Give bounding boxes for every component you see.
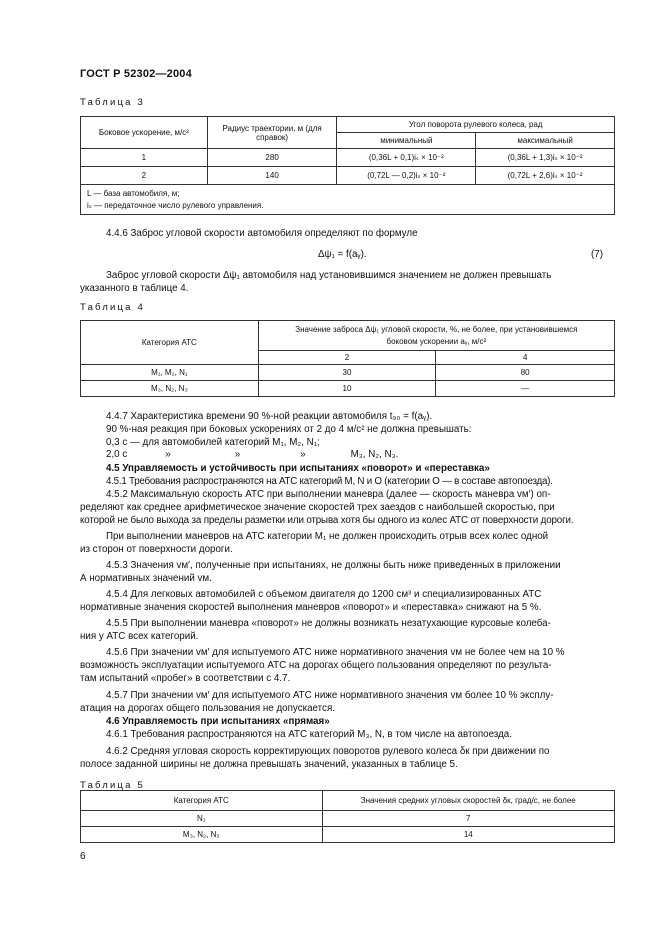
formula-7: Δψ₁ = f(aᵧ). <box>318 249 367 260</box>
paragraph-text: нормативные значения скоростей выполнения маневров «поворот» и «переставка» снижают на 5 %. <box>80 602 542 613</box>
table3-note-line: L — база автомобиля, м; <box>87 188 180 198</box>
list-line <box>106 449 398 460</box>
paragraph-4-5-6: 4.5.6 При значении vм′ для испытуемого АТС ниже нормативного значения vм не более чем на 10 % <box>106 647 565 658</box>
paragraph-text: При выполнении маневров на АТС категории M₁ не должен происходить отрыв всех колес одной <box>106 531 549 542</box>
table4-caption: Таблица 4 <box>80 302 145 313</box>
paragraph-text: Заброс угловой скорости Δψ₁ автомобиля над установившимся значением не должен превышать <box>106 270 552 281</box>
section-heading-4-5: 4.5 Управляемость и устойчивость при испытаниях «поворот» и «переставка» <box>106 463 490 474</box>
table5-cell: 7 <box>322 811 614 827</box>
page-number: 6 <box>80 851 86 862</box>
table-row <box>81 827 615 843</box>
table3-caption: Таблица 3 <box>80 97 145 108</box>
table5-header-category: Категория АТС <box>81 791 323 811</box>
table3-header-angle: Угол поворота рулевого колеса, рад <box>337 117 615 133</box>
paragraph-4-5-5: 4.5.5 При выполнении маневра «поворот» не должны возникать незатухающие курсовые колеба- <box>106 618 551 629</box>
table4-cell: M₁, M₂, N₁ <box>81 365 259 381</box>
table5-cell: M₃, N₂, N₃ <box>81 827 323 843</box>
paragraph-text: возможность эксплуатации испытуемого АТС на дорогах общего пользования определяют по результа- <box>80 660 552 671</box>
table3-cell: (0,36L + 1,3)iₛ × 10⁻² <box>476 149 615 167</box>
table3-cell: (0,72L — 0,2)iₛ × 10⁻² <box>337 167 476 185</box>
table-row <box>81 381 615 397</box>
paragraph-4-5-2: 4.5.2 Максимальную скорость АТС при выполнении маневра (далее — скорость маневра vм′) оп- <box>106 489 551 500</box>
list-line-part: » <box>165 449 171 460</box>
paragraph-text: из сторон от поверхности дороги. <box>80 544 233 555</box>
paragraph-text: ределяют как среднее арифметическое значение скоростей трех заездов с наибольшей скоростью, при <box>80 502 555 513</box>
table4-header-line: Значение заброса Δψ₁ угловой скорости, %, не более, при установившемся <box>295 324 578 334</box>
paragraph-text: 90 %-ная реакция при боковых ускорениях от 2 до 4 м/с² не должна превышать: <box>106 424 472 435</box>
table4-header-line: боковом ускорении aᵧ, м/с² <box>386 336 487 346</box>
table-row <box>81 365 615 381</box>
paragraph-4-6-2: 4.6.2 Средняя угловая скорость корректирующих поворотов рулевого колеса δк при движении по <box>106 746 550 757</box>
table3-cell: 140 <box>207 167 337 185</box>
table4-header-category: Категория АТС <box>81 321 259 365</box>
table4 <box>80 320 615 397</box>
paragraph-text: указанного в таблице 4. <box>80 283 189 294</box>
table-row <box>81 149 615 167</box>
paragraph-4-6-1: 4.6.1 Требования распространяются на АТС категорий M₃, N, в том числе на автопоезда. <box>106 729 512 740</box>
table3-cell: 280 <box>207 149 337 167</box>
table4-header-2: 2 <box>258 351 436 365</box>
table4-cell: 10 <box>258 381 436 397</box>
table4-cell: — <box>436 381 615 397</box>
table5-cell: 14 <box>322 827 614 843</box>
paragraph-4-5-3: 4.5.3 Значения vм′, полученные при испытаниях, не должны быть ниже приведенных в приложении <box>106 560 561 571</box>
list-line-part: M₃, N₂, N₃. <box>350 449 399 460</box>
table3-cell: 2 <box>81 167 208 185</box>
equation-number: (7) <box>591 249 603 260</box>
list-line-part: » <box>234 449 241 460</box>
table-row <box>81 167 615 185</box>
paragraph-4-5-4: 4.5.4 Для легковых автомобилей с объемом двигателя до 1200 см³ и специализированных АТС <box>106 589 542 600</box>
list-line-part: 2,0 с <box>106 449 128 460</box>
paragraph-text: 0,3 с — для автомобилей категорий M₁, M₂, N₁; <box>106 437 320 448</box>
paragraph-text: А нормативных значений vм. <box>80 573 212 584</box>
table5-caption: Таблица 5 <box>80 780 145 791</box>
paragraph-text: там испытаний «пробег» в соответствии с 4.7. <box>80 673 291 684</box>
table3 <box>80 116 615 215</box>
table3-cell: (0,36L + 0,1)iₛ × 10⁻² <box>337 149 476 167</box>
paragraph-4-4-7: 4.4.7 Характеристика времени 90 %-ной реакции автомобиля t₉₀ = f(aᵧ). <box>106 411 433 422</box>
table3-header-min: минимальный <box>337 133 476 149</box>
paragraph-4-4-6: 4.4.6 Заброс угловой скорости автомобиля определяют по формуле <box>106 228 418 239</box>
table3-cell: 1 <box>81 149 208 167</box>
paragraph-text: которой не было выхода за пределы разметки или отрыва хотя бы одного из колес АТС от поверхности дороги. <box>80 515 574 526</box>
paragraph-text: полосе заданной ширины не должна превышать значений, указанных в таблице 5. <box>80 759 458 770</box>
section-heading-4-6: 4.6 Управляемость при испытаниях «прямая» <box>106 716 330 727</box>
standard-header: ГОСТ Р 52302—2004 <box>80 68 192 80</box>
table3-header-max: максимальный <box>476 133 615 149</box>
table5-header-value: Значения средних угловых скоростей δк, град/с, не более <box>322 791 614 811</box>
table3-cell: (0,72L + 2,6)iₛ × 10⁻² <box>476 167 615 185</box>
table4-header-value <box>258 321 614 351</box>
table4-cell: 30 <box>258 365 436 381</box>
table-row <box>81 811 615 827</box>
list-line-part: » <box>300 449 306 460</box>
paragraph-4-5-7: 4.5.7 При значении vм′ для испытуемого АТС ниже нормативного значения vм более 10 % эксплу- <box>106 690 554 701</box>
paragraph-text: атация на дорогах общего пользования не допускается. <box>80 703 335 714</box>
table3-header-radius: Радиус траектории, м (для справок) <box>207 117 337 149</box>
table4-cell: 80 <box>436 365 615 381</box>
paragraph-4-5-1: 4.5.1 Требования распространяются на АТС категорий M, N и O (категории O — в составе автопоезда). <box>106 476 553 487</box>
table4-cell: M₃, N₂, N₃ <box>81 381 259 397</box>
table3-note-line: iₛ — передаточное число рулевого управления. <box>87 200 264 210</box>
table5-cell: N₁ <box>81 811 323 827</box>
table4-header-4: 4 <box>436 351 615 365</box>
paragraph-text: ния у АТС всех категорий. <box>80 631 199 642</box>
table3-header-lateral: Боковое ускорение, м/с² <box>81 117 208 149</box>
table3-note <box>81 185 615 215</box>
table5 <box>80 790 615 843</box>
